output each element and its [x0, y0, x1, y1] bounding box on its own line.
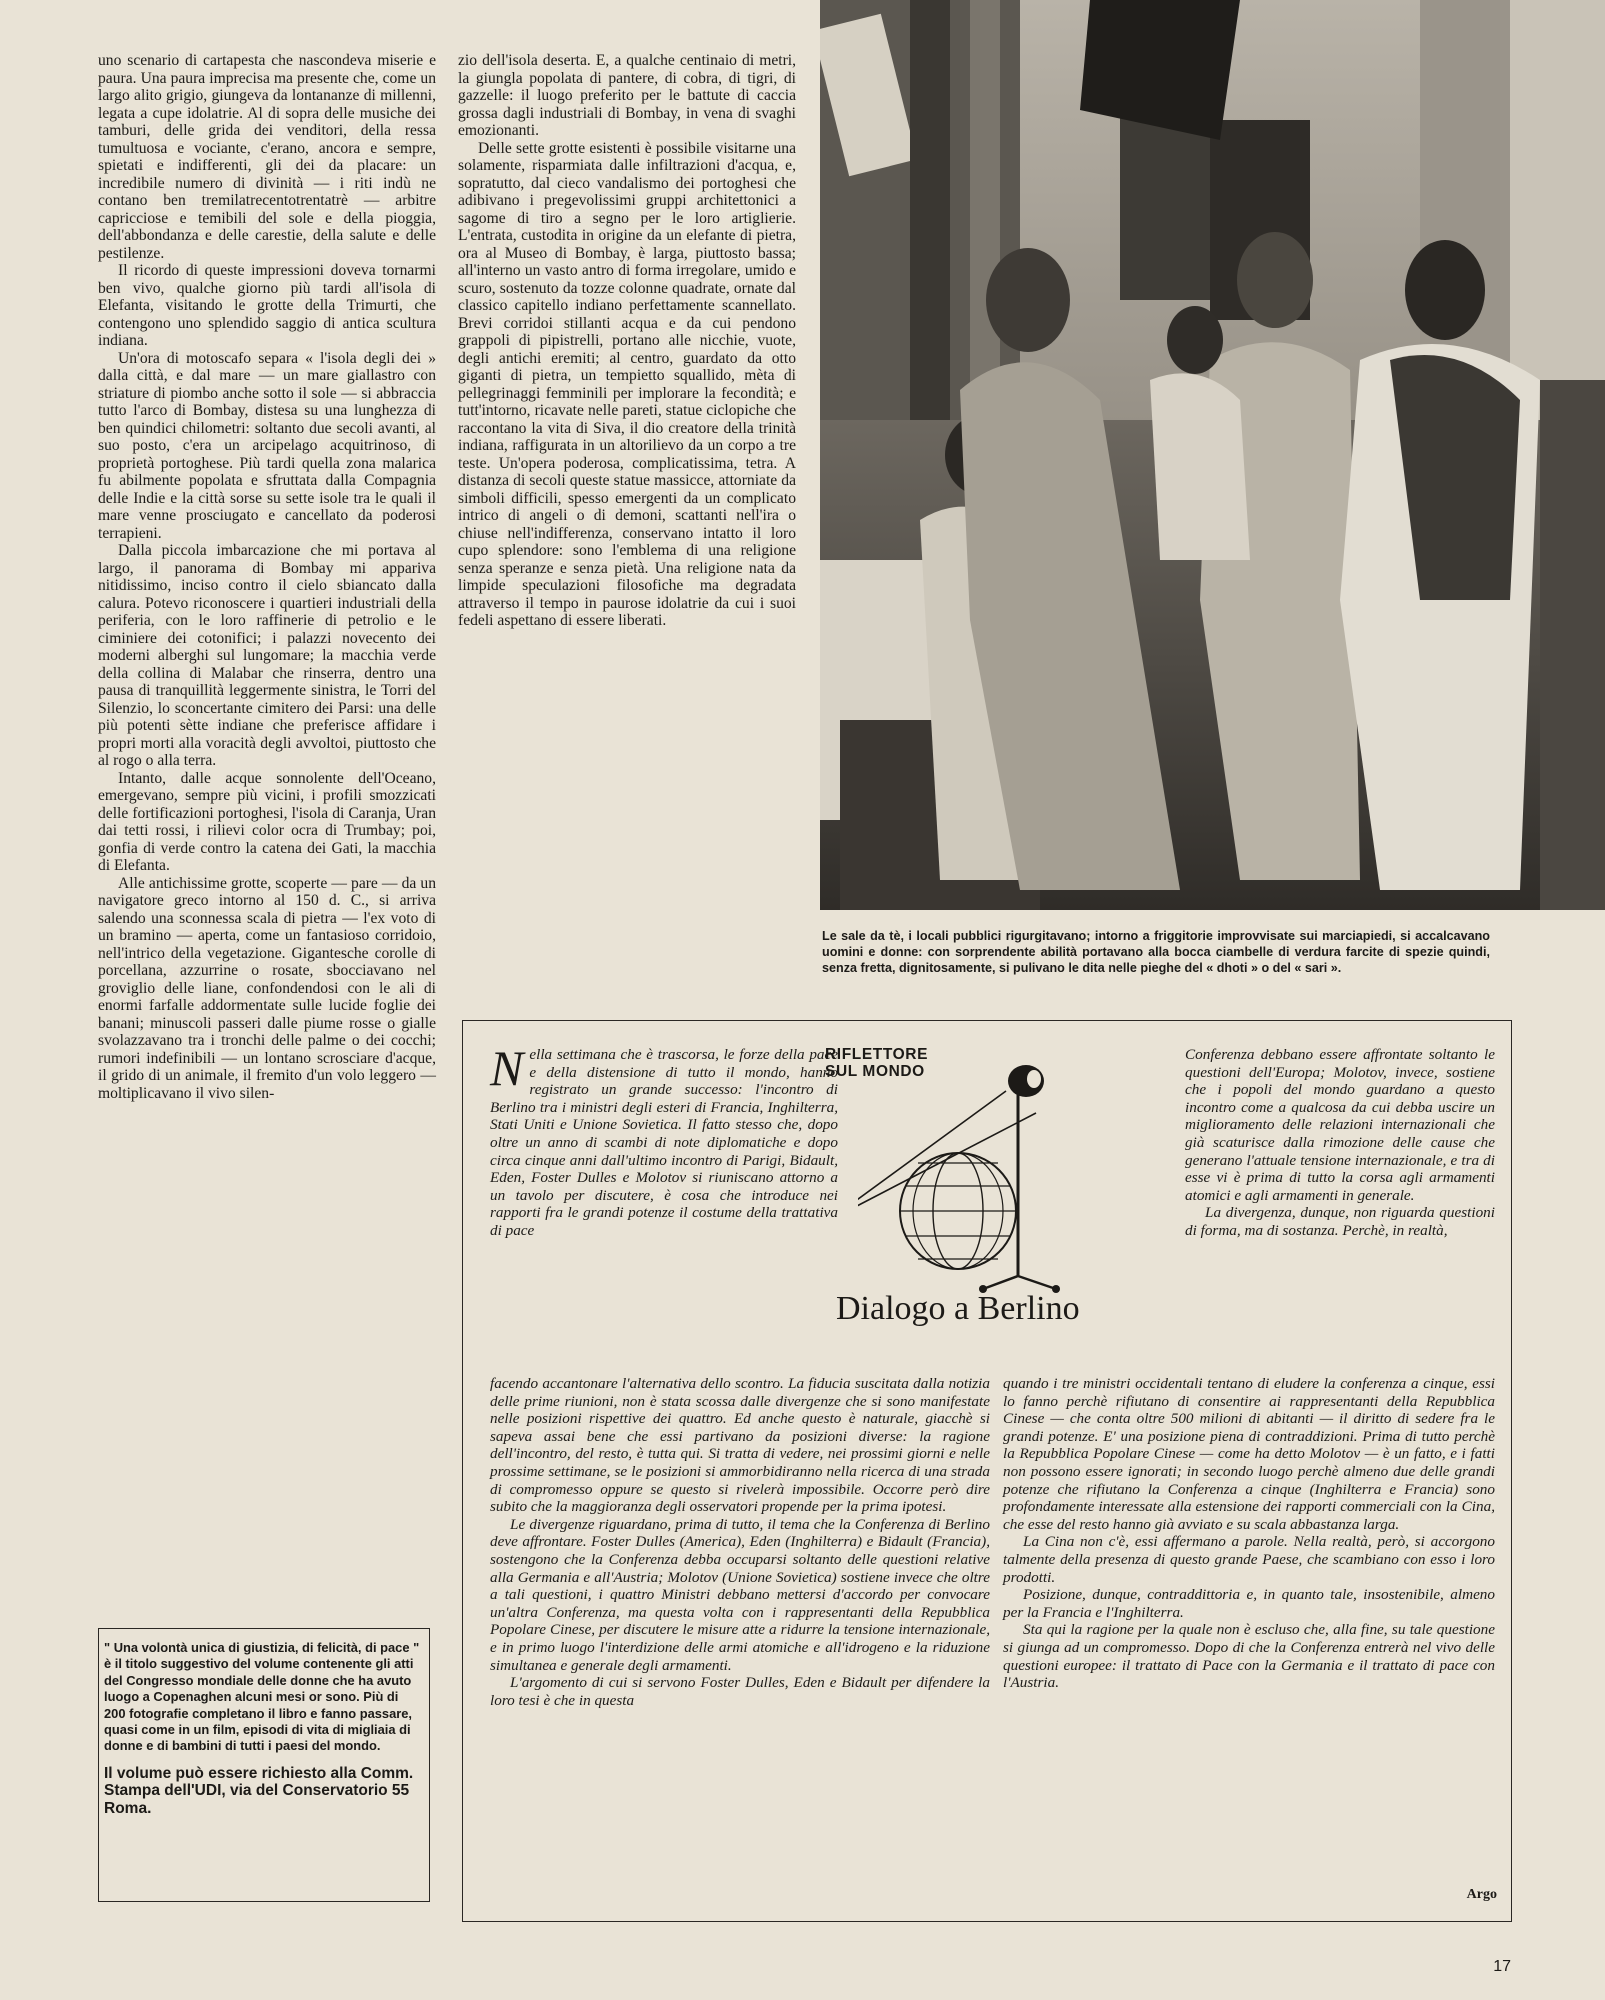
spotlight-globe-illustration — [858, 1051, 1078, 1301]
sidebar-paragraph: Sta qui la ragione per la quale non è escluso che, alla fine, su tale questione si giunga ad un compromesso. Dopo di che la Conferenza entrerà nel vivo delle questioni europee: il trattato di Pace con la Germania e il trattato di pace con l'Austria. — [1003, 1621, 1495, 1692]
article-paragraph: Dalla piccola imbarcazione che mi portava al largo, il panorama di Bombay mi appariva nitidissimo, inciso contro il cielo sbiancato dalla calura. Potevo riconoscere i quartieri industriali della periferia, con le loro raffinerie di petrolio e le ciminiere dei cotonifici; i palazzi novecento dei moderni alberghi sul lungomare; la macchia verde della collina di Malabar che rinserra, dentro una pausa di tranquillità leggermente sinistra, le Torri del Silenzio, lo sconcertante cimitero dei Parsi: una delle più potenti sètte indiane che preferisce affidare i propri morti alla voracità degli avvoltoi, piuttosto che al rogo o alla terra. — [98, 542, 436, 769]
book-notice — [104, 1640, 422, 1817]
page-number: 17 — [1493, 1958, 1511, 1975]
sidebar-paragraph: Conferenza debbano essere affrontate soltanto le questioni dell'Europa; Molotov, invece, sostiene che i popoli del mondo guardano a questo incontro come a qualcosa da cui debba uscire un miglioramento delle relazioni internazionali che già scaturisce dalla rimozione delle cause che generano l'attuale tensione internazionale, e tra di esse vi è prima di tutto la corsa agli armamenti atomici e agli armamenti in generale. — [1185, 1046, 1495, 1204]
kicker-line: SUL MONDO — [825, 1063, 925, 1080]
sidebar-paragraph: La divergenza, dunque, non riguarda questioni di forma, ma di sostanza. Perchè, in realtà, — [1185, 1204, 1495, 1239]
kicker-line: RIFLETTORE — [825, 1046, 929, 1063]
article-column-2 — [458, 52, 796, 630]
sidebar-intro — [490, 1040, 838, 1240]
author-signature: Argo — [1466, 1887, 1497, 1902]
sidebar-paragraph: La Cina non c'è, essi affermano a parole. Nella realtà, però, si accorgono talmente della presenza di questo grande Paese, che scambiano con esso i loro prodotti. — [1003, 1533, 1495, 1586]
article-paragraph: Il ricordo di queste impressioni doveva tornarmi ben vivo, qualche giorno più tardi all'isola di Elefanta, visitando le grotte della Trimurti, che contengono uno splendido saggio di antica scultura indiana. — [98, 262, 436, 349]
sidebar-intro-text: ella settimana che è trascorsa, le forze della pace e della distensione di tutto il mondo, hanno registrato un grande successo: l'incontro di Berlino tra i ministri degli esteri di Francia, Inghilterra, Stati Uniti e Unione Sovietica. Il fatto stesso che, dopo oltre un anno di scambi di note diplomatiche e dopo circa cinque anni dall'ultimo incontro di Parigi, Bidault, Eden, Foster Dulles e Molotov si riuniscano attorno a un tavolo per discutere, è cosa che introduce nei rapporti fra le grandi potenze il costume della trattativa di pace — [490, 1046, 838, 1239]
sidebar-paragraph: Le divergenze riguardano, prima di tutto, il tema che la Conferenza di Berlino deve affrontare. Foster Dulles (America), Eden (Inghilterra) e Bidault (Francia), sostengono che la Conferenza debba occuparsi soltanto delle questioni relative alla Germania e all'Austria; Molotov (Unione Sovietica) sostiene invece che oltre a tali questioni, i quattro Ministri debbano mettersi d'accordo per convocare un'altra Conferenza, ma questa volta con i rappresentanti della Repubblica Popolare Cinese, per discutere le misure atte a ridurre la tensione internazionale, e in primo luogo l'interdizione delle armi atomiche e all'idrogeno e la riduzione simultanea e generale degli armamenti. — [490, 1515, 990, 1674]
article-paragraph: Delle sette grotte esistenti è possibile visitarne una solamente, risparmiata dalle infiltrazioni d'acqua, e, sopratutto, dal cieco vandalismo dei portoghesi che adibivano i pregevolissimi gruppi architettonici a sagome di tiro a segno per le loro artiglierie. L'entrata, custodita in origine da un elefante di pietra, ora al Museo di Bombay, è larga, piuttosto bassa; all'interno un vasto antro di forma irregolare, umido e scuro, sostenuto da tozze colonne quadrate, ornate dal classico capitello indiano perfettamente scannellato. Brevi corridoi stillanti acqua e da cui pendono grappoli di pipistrelli, portano alle nicchie, vuote, degli antichi eremiti; al centro, guardato da otto giganti di pietra, un tempietto squallido, mèta di pellegrinaggi femminili per implorare la fecondità; e tutt'intorno, ricavate nelle pareti, statue ciclopiche che raccontano la vita di Siva, il dio creatore della trinità indiana, raffigurata in un altorilievo da un corpo a tre teste. Un'opera poderosa, complicatissima, tetra. A distanza di secoli queste statue massicce, attorniate da simboli difficili, spesso emergenti da un complicato intrico di angeli o di demoni, scattanti nell'ira o chiuse nell'indifferenza, conservano intatto il loro cupo splendore: sono l'emblema di una religione senza speranze e senza pietà. Una religione nata da limpide speculazioni filosofiche ma degradata attraverso il tempo in paurose idolatrie da cui i suoi fedeli aspettano di essere liberati. — [458, 139, 796, 629]
article-paragraph: zio dell'isola deserta. E, a qualche centinaio di metri, la giungla popolata di pantere, di cobra, di tigri, di gazzelle: il luogo preferito per le battute di caccia grossa dagli industriali di Bombay, in vena di svaghi emozionanti. — [458, 52, 796, 139]
sidebar-paragraph: Posizione, dunque, contraddittoria e, in quanto tale, insostenibile, almeno per la Francia e l'Inghilterra. — [1003, 1586, 1495, 1621]
sidebar-right-top — [1185, 1046, 1495, 1240]
drop-cap: N — [490, 1040, 524, 1096]
sidebar-paragraph: quando i tre ministri occidentali tentano di eludere la conferenza a cinque, essi lo fanno perchè rifiutano di consentire ai rappresentanti della Repubblica Cinese — che conta oltre 500 milioni di abitanti — il diritto di sedere fra le grandi potenze. E' una posizione piena di contraddizioni. Prima di tutto perchè la Repubblica Popolare Cinese — come ha detto Molotov — è un fatto, e i fatti non possono essere ignorati; in secondo luogo perchè almeno due delle grandi potenze che rifiutano la Conferenza a cinque (Inghilterra e Francia) sono profondamente interessate alla estensione dei rapporti commerciali con la Cina, che esse del resto hanno già avviato e su scala abbastanza larga. — [1003, 1375, 1495, 1533]
article-paragraph: Intanto, dalle acque sonnolente dell'Oceano, emergevano, sempre più vicini, i profili smozzicati delle fortificazioni portoghesi, l'isola di Caranja, Uran dai tetti rossi, i rilievi color ocra di Trumbay; poi, gonfia di verde contro la catena dei Gati, la macchia di Elefanta. — [98, 769, 436, 874]
sidebar-paragraph: facendo accantonare l'alternativa dello scontro. La fiducia suscitata dalla notizia delle prime riunioni, non è stata scossa dalle divergenze che si sono manifestate nelle posizioni rispettive dei quattro. Ed anche questo è naturale, giacchè si sapeva assai bene che essi partivano da posizioni diverse: la ragione dell'incontro, del resto, è tutta qui. Si tratta di vedere, nei prossimi giorni e nelle prossime settimane, se le posizioni si ammorbidiranno nella ricerca di una strada di compromesso oppure se questo si rivelerà impossibile. Occorre però dire subito che la maggioranza degli osservatori propende per la prima ipotesi. — [490, 1375, 990, 1516]
book-notice-text: " Una volontà unica di giustizia, di felicità, di pace " è il titolo suggestivo del volume contenente gli atti del Congresso mondiale delle donne che ha avuto luogo a Copenaghen alcuni mesi or sono. Più di 200 fotografie completano il libro e fanno passare, quasi come in un film, episodi di vita di migliaia di donne e di bambini di tutti i paesi del mondo. — [104, 1640, 420, 1754]
photo-caption: Le sale da tè, i locali pubblici rigurgitavano; intorno a friggitorie improvvisate sui marciapiedi, si accalcavano uomini e donne: con sorprendente abilità portavano alla bocca ciambelle di verdura farcite di spezie quindi, senza fretta, dignitosamente, si pulivano le dita nelle pieghe del « dhoti » o del « sari ». — [822, 929, 1490, 975]
article-paragraph: uno scenario di cartapesta che nascondeva miserie e paura. Una paura imprecisa ma presente che, come un largo alito grigio, giungeva da lontananze di millenni, legata a cupe idolatrie. Al di sopra delle musiche dei tamburi, delle grida dei venditori, della ressa tumultuosa e vociante, c'erano, ancora e sempre, spietati e indifferenti, gli dei da placare: un incredibile numero di divinità — i riti indù ne contano ben tremilatrecentotrentatrè — arbitre capricciose e temibili del sole e della pioggia, dell'abbondanza e delle carestie, della salute e delle pestilenze. — [98, 52, 436, 262]
sidebar-box — [462, 1020, 1512, 1922]
sidebar-title: Dialogo a Berlino — [836, 1290, 1080, 1327]
article-paragraph: Un'ora di motoscafo separa « l'isola degli dei » dalla città, e dal mare — un mare giallastro con striature di piombo anche sotto il sole — si abbraccia tutto l'arco di Bombay, distesa su una lunghezza di ben quindici chilometri: soltanto due secoli avanti, al suo posto, c'era un arcipelago acquitrinoso, di proprietà portoghese. Più tardi quella zona malarica fu abilmente popolata e sfruttata dalla Compagnia delle Indie e la città sorse su sette isole tra le quali il mare venne prosciugato e cancellato da poderosi terrapieni. — [98, 349, 436, 542]
sidebar-paragraph: L'argomento di cui si servono Foster Dulles, Eden e Bidault per difendere la loro tesi è che in questa — [490, 1674, 990, 1709]
article-paragraph: Alle antichissime grotte, scoperte — pare — da un navigatore greco intorno al 150 d. C., si arriva salendo una sconnessa scala di pietra — l'ex voto di un bramino — aperta, come un fantasioso corridoio, nell'intrico della vegetazione. Gigantesche corolle di porcellana, azzurrine o rosate, sbocciavano nel groviglio delle liane, confondendosi con le ali di enormi farfalle addormentate sulle lucide foglie dei banani; minuscoli passeri dalle piume rosse o gialle svolazzavano tra i tronchi delle palme o dei cocchi; rumori indefinibili — un lontano scrosciare d'acque, il grido di un animale, il fremito d'un volo leggero — moltiplicavano il vivo silen- — [98, 874, 436, 1102]
book-notice-cta: Il volume può essere richiesto alla Comm. Stampa dell'UDI, via del Conservatorio 55 Roma. — [104, 1764, 414, 1817]
sidebar-bottom-right — [1003, 1375, 1495, 1692]
article-column-1 — [98, 52, 436, 1102]
market-street-photo — [820, 0, 1605, 910]
sidebar-bottom-left — [490, 1375, 990, 1709]
